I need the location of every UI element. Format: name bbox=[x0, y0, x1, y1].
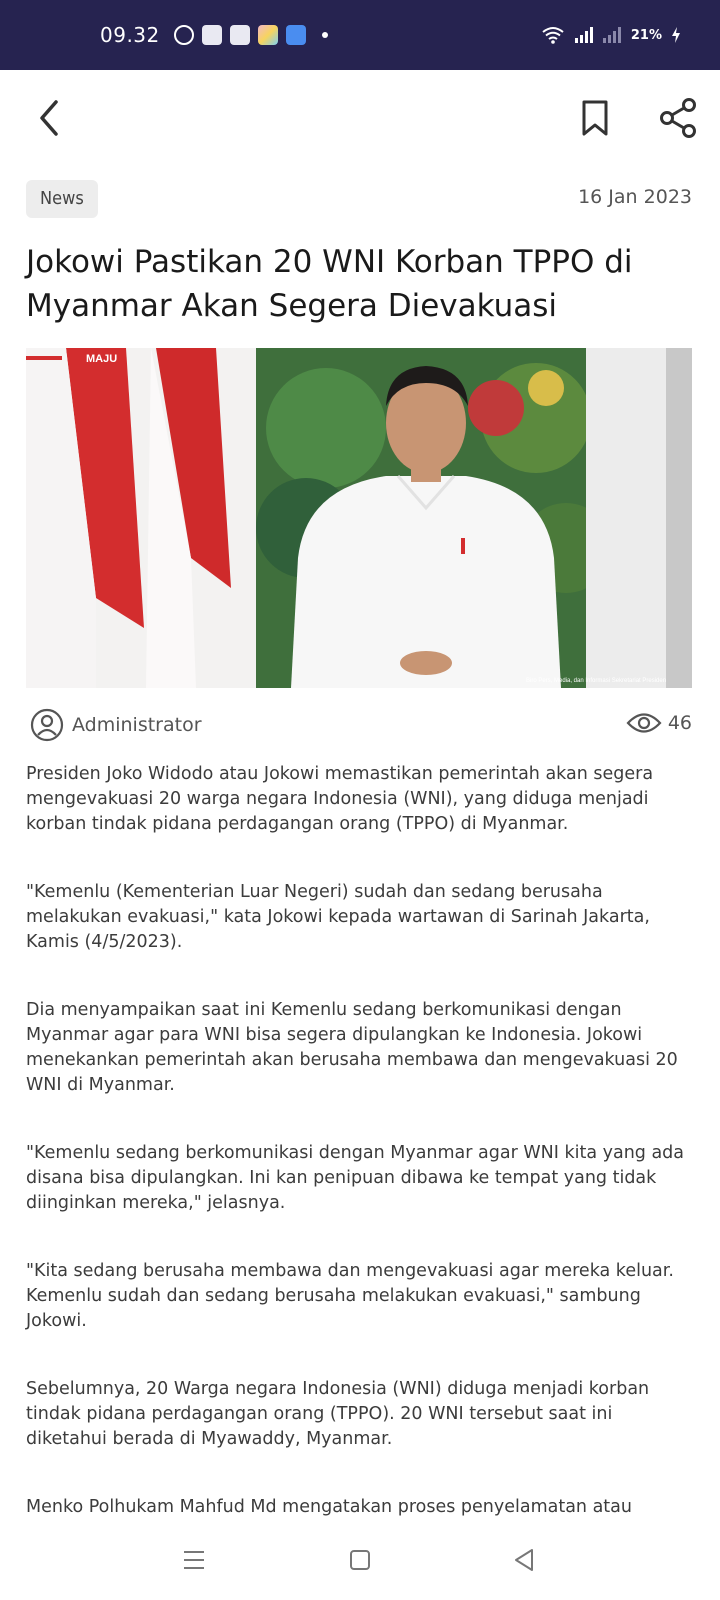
signal-icon bbox=[575, 27, 593, 43]
eye-icon bbox=[626, 710, 662, 736]
article-hero-image bbox=[26, 348, 692, 688]
views-counter bbox=[626, 710, 692, 736]
notification-icons bbox=[174, 25, 328, 45]
views-count: 46 bbox=[667, 712, 692, 734]
article-paragraph: "Kita sedang berusaha membawa dan mengevakuasi agar mereka keluar. Kemenlu sudah dan sedang berusaha melakukan evakuasi," sambung Jokowi. bbox=[26, 1261, 674, 1331]
article-paragraph: Dia menyampaikan saat ini Kemenlu sedang berkomunikasi dengan Myanmar agar para WNI bisa segera dipulangkan ke Indonesia. Jokowi menekankan pemerintah akan berusaha membawa dan mengevakuasi 20 WNI di Myanmar. bbox=[26, 1000, 678, 1095]
status-time: 09.32 bbox=[100, 23, 160, 47]
bookmark-icon[interactable] bbox=[578, 98, 612, 138]
article-body bbox=[26, 762, 692, 1520]
author-name: Administrator bbox=[72, 714, 202, 736]
signal-no-service-icon bbox=[603, 27, 621, 43]
hero-logo-text: MAJU bbox=[86, 353, 118, 365]
chevron-left-icon[interactable] bbox=[30, 96, 70, 140]
system-nav-bar bbox=[0, 1520, 720, 1600]
article-paragraph: "Kemenlu (Kementerian Luar Negeri) sudah dan sedang berusaha melakukan evakuasi," kata Jokowi kepada wartawan di Sarinah Jakarta, Kamis (4/5/2023). bbox=[26, 882, 650, 952]
article-paragraph: Presiden Joko Widodo atau Jokowi memastikan pemerintah akan segera mengevakuasi 20 warga negara Indonesia (WNI), yang diduga menjadi korban tindak pidana perdagangan orang (TPPO) di Myanmar. bbox=[26, 764, 654, 834]
gallery-icon bbox=[230, 25, 250, 45]
app-bar bbox=[0, 70, 720, 166]
article-paragraph: Sebelumnya, 20 Warga negara Indonesia (WNI) diduga menjadi korban tindak pidana perdagangan orang (TPPO). 20 WNI tersebut saat ini diketahui berada di Myawaddy, Myanmar. bbox=[26, 1379, 650, 1449]
article-paragraph: "Kemenlu sedang berkomunikasi dengan Myanmar agar WNI kita yang ada disana bisa dipulangkan. Ini kan penipuan dibawa ke tempat yang tidak diinginkan mereka," jelasnya. bbox=[26, 1143, 685, 1213]
recent-apps-icon[interactable] bbox=[176, 1542, 212, 1578]
home-icon[interactable] bbox=[342, 1542, 378, 1578]
hero-image-caption: Biro Pers, Media, dan Informasi Sekretariat Presiden bbox=[526, 678, 667, 684]
message-icon bbox=[286, 25, 306, 45]
category-chip[interactable]: News bbox=[26, 180, 98, 218]
status-bar bbox=[0, 0, 720, 70]
wifi-icon bbox=[541, 26, 565, 44]
whatsapp-icon bbox=[174, 25, 194, 45]
article-date: 16 Jan 2023 bbox=[578, 186, 692, 208]
app-icon bbox=[258, 25, 278, 45]
back-nav-icon[interactable] bbox=[506, 1542, 542, 1578]
status-right bbox=[541, 26, 680, 44]
article-paragraph: Menko Polhukam Mahfud Md mengatakan proses penyelamatan atau bbox=[26, 1497, 632, 1517]
article-title: Jokowi Pastikan 20 WNI Korban TPPO di Myanmar Akan Segera Dievakuasi bbox=[26, 244, 633, 324]
shop-icon bbox=[202, 25, 222, 45]
share-icon[interactable] bbox=[658, 96, 698, 140]
battery-level: 21% bbox=[630, 27, 662, 43]
charging-icon bbox=[672, 27, 680, 43]
user-icon bbox=[30, 708, 64, 742]
author-row bbox=[30, 708, 202, 742]
more-notifications-icon bbox=[322, 32, 328, 38]
